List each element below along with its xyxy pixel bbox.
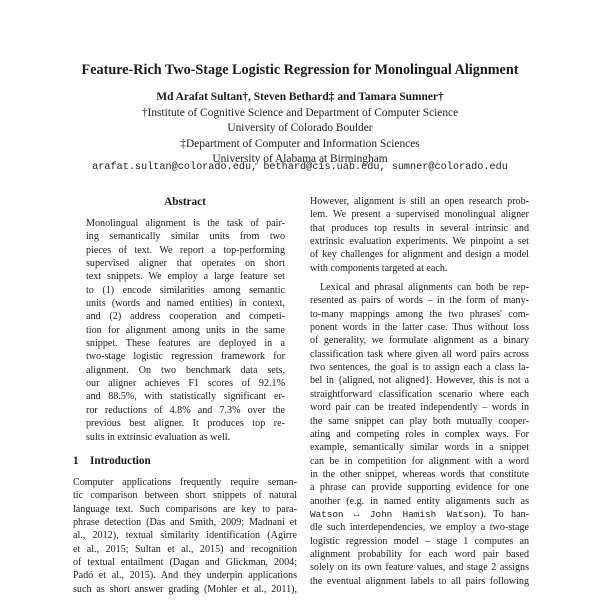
abstract-body <box>73 217 297 444</box>
paragraph <box>310 281 529 588</box>
section-heading-introduction <box>73 454 297 468</box>
intro-line: such as short answer grading (Mohler et al., 2011), <box>73 583 297 595</box>
body-line: logistic regression model – stage 1 computes an <box>310 535 529 547</box>
abstract-heading: Abstract <box>164 196 206 208</box>
body-line: extrinsic evaluation experiments. We pinpoint a set <box>310 236 529 248</box>
body-line: the eventual alignment labels to all pairs following <box>310 575 529 587</box>
intro-line: Padó et al., 2015). And they underpin applications <box>73 570 297 582</box>
body-line: dle such interdependencies, we employ a two-stage <box>310 522 529 534</box>
abstract-line: sults in extrinsic evaluation as well. <box>86 431 231 443</box>
author-emails: arafat.sultan@colorado.edu, bethard@cis.uab.edu, sumner@colorado.edu <box>92 162 508 173</box>
body-line: example, semantically similar words in a snippet <box>310 442 529 454</box>
affiliation-line: University of Alabama at Birmingham <box>212 153 388 166</box>
abstract-line: previous best aligner. It produces top re- <box>86 418 285 430</box>
abstract-line: supervised aligner that operates on short <box>86 258 285 270</box>
body-line: of generality, we formulate alignment as a binary <box>310 335 529 347</box>
abstract-line: ror reductions of 4.8% and 7.3% over the <box>86 404 285 416</box>
affiliation-line: University of Colorado Boulder <box>227 122 373 135</box>
body-line: to-many mappings among the two phrases' com- <box>310 308 529 320</box>
body-line: of key challenges for alignment and design a model <box>310 249 529 261</box>
section-number: 1 <box>73 454 79 467</box>
body-line: classification task where given all word pairs across <box>310 348 529 360</box>
abstract-line: to (1) encode similarities among semantic <box>86 284 285 296</box>
abstract-line: tion for alignment among units in the same <box>86 324 285 336</box>
abstract-line: alignment. On two benchmark data sets, <box>86 364 285 376</box>
body-line: the same snippet can play both mutually cooper- <box>310 415 529 427</box>
abstract-line: our aligner achieves F1 scores of 92.1% <box>86 378 285 390</box>
body-line: a phrase can provide supporting evidence for one <box>310 482 529 494</box>
example-suffix: ). To han- <box>480 508 529 520</box>
introduction-body <box>73 476 297 596</box>
body-line: resented as pairs of words – in the form of many- <box>310 295 529 307</box>
body-line: lem. We present a supervised monolingual aligner <box>310 209 529 221</box>
body-line: straightforward classification scenario where each <box>310 388 529 400</box>
body-line: another (e.g. in named entity alignments such as <box>310 495 529 507</box>
body-line: in the other snippet, whereas words that constitute <box>310 468 529 480</box>
body-line: ating and competing roles in complex ways. For <box>310 428 529 440</box>
abstract-line: ing semantically similar units from two <box>86 231 285 243</box>
example-alignment: Watson ↔ John Hamish Watson <box>310 508 481 520</box>
author-block <box>0 90 600 168</box>
abstract-line: and (2) address cooperation and competi- <box>86 311 285 323</box>
body-line: Lexical and phrasal alignments can both be rep- <box>320 282 529 294</box>
abstract-line: units (words and named entities) in context, <box>86 298 285 310</box>
intro-line: phrase detection (Das and Smith, 2009; Madnani et <box>73 516 297 528</box>
intro-line: tic comparison between short snippets of natural <box>73 490 297 502</box>
intro-line: of textual entailment (Dagan and Glickman, 2004; <box>73 556 297 568</box>
body-line: alignment probability for each word pair based <box>310 548 529 560</box>
body-line: bel in {aligned, not aligned}. However, this is not a <box>310 375 529 387</box>
right-column <box>310 195 529 588</box>
body-line: can be in competition for alignment with a word <box>310 455 529 467</box>
affiliation-line: ‡Department of Computer and Information Sciences <box>180 137 420 150</box>
abstract-line: snippet. These features are deployed in a <box>86 338 285 350</box>
section-title: Introduction <box>90 454 151 467</box>
body-line: with components targeted at each. <box>310 262 448 274</box>
abstract-line: pieces of text. We report a top-performing <box>86 244 285 256</box>
body-line: two sentences, the goal is to assign each a class la- <box>310 362 529 374</box>
body-line: word pair can be treated independently – words in <box>310 402 529 414</box>
abstract-line: Monolingual alignment is the task of pair- <box>86 218 285 229</box>
paragraph <box>310 195 529 275</box>
body-line: However, alignment is still an open research prob- <box>310 196 529 207</box>
intro-line: language text. Such comparisons are key to para- <box>73 503 297 515</box>
body-line: ponent words in the latter case. Thus without loss <box>310 322 529 334</box>
intro-line: al., 2012), textual similarity identification (Agirre <box>73 530 297 542</box>
author-names: Md Arafat Sultan†, Steven Bethard‡ and Tamara Sumner† <box>156 91 444 103</box>
intro-line: et al., 2015; Sultan et al., 2015) and recognition <box>73 543 297 555</box>
abstract-line: text snippets. We employ a large feature set <box>86 271 285 283</box>
body-line-with-example <box>310 508 529 521</box>
affiliation-line: †Institute of Cognitive Science and Department of Computer Science <box>141 106 459 119</box>
body-line: solely on its own feature values, and stage 2 assigns <box>310 562 529 574</box>
abstract-line: two-stage logistic regression framework for <box>86 351 285 363</box>
body-line: that produces top results in several intrinsic and <box>310 222 529 234</box>
abstract-line: and 88.5%, with statistically significant er- <box>86 391 285 403</box>
paper-title: Feature-Rich Two-Stage Logistic Regression for Monolingual Alignment <box>81 62 519 78</box>
intro-line: Computer applications frequently require seman- <box>73 476 297 488</box>
left-column <box>73 195 297 596</box>
